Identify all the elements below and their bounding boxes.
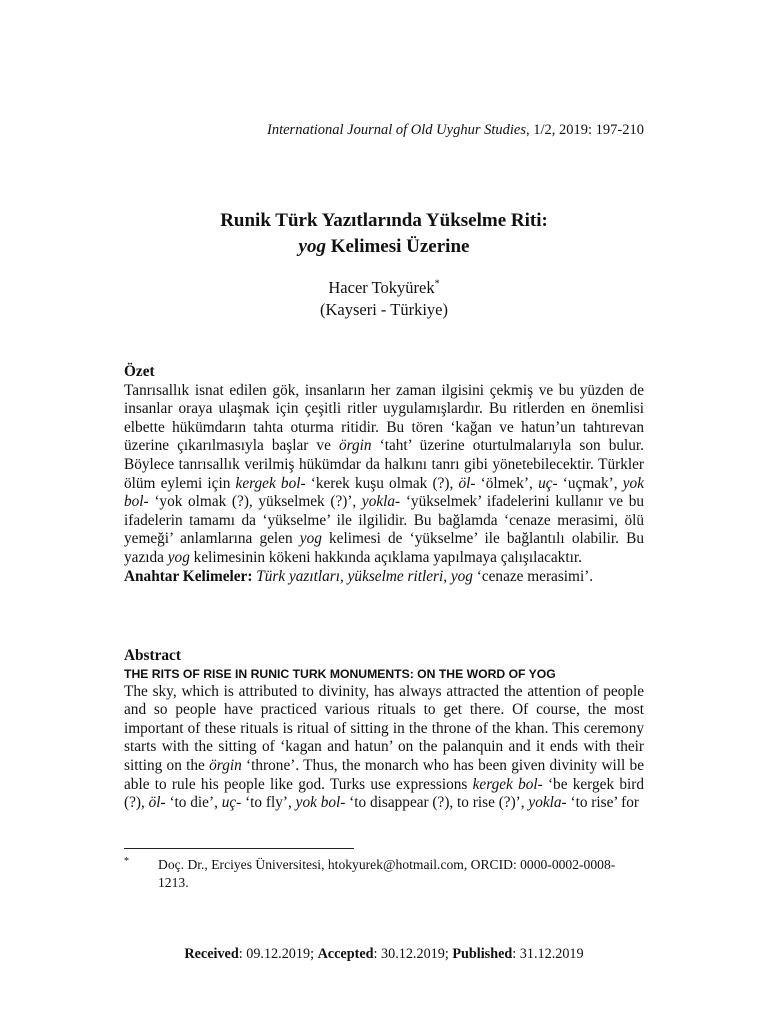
abstract-text: ‘to rise’ for — [566, 794, 640, 812]
abstract-text: The sky, which is attributed to divinity, has always attracted the attention of people and so people have practiced various rituals to get there. Of course, the most important of these rituals is ritual of sitting in the throne of the khan. This ceremony starts with the sitting of ‘kagan and hatun’ on the palanquin and it ends with their sitting on the — [124, 682, 644, 774]
title-italic-word: yog — [298, 236, 326, 257]
footnote-divider — [124, 848, 354, 849]
ozet-term: yog — [167, 548, 190, 566]
abstract-text: ‘be kergek bird (?), — [124, 775, 644, 812]
ozet-text: ‘kerek kuşu olmak (?), — [305, 474, 459, 492]
ozet-text: kelimesinin kökeni hakkında açıklama yapılmaya çalışılacaktır. — [189, 548, 582, 566]
author-block — [0, 277, 768, 321]
article-title — [0, 208, 768, 260]
abstract-text: ‘throne’. Thus, the monarch who has been given divinity will be able to rule his people like god. Turks use expressions — [124, 756, 644, 793]
author-name: Hacer Tokyürek — [328, 278, 435, 297]
footnote-text: Doç. Dr., Erciyes Üniversitesi, htokyurek@hotmail.com, ORCID: 0000-0002-0008-1213. — [158, 857, 616, 890]
ozet-text: ‘yok olmak (?), yükselmek (?)’, — [148, 493, 362, 511]
journal-issue: , 1/2, 2019: 197-210 — [525, 122, 644, 138]
ozet-heading: Özet — [124, 363, 155, 380]
title-line-2-rest: Kelimesi Üzerine — [325, 236, 470, 257]
author-affiliation: (Kayseri - Türkiye) — [320, 300, 448, 319]
footnote-mark: * — [124, 856, 129, 867]
abstract-text: ‘to fly’, — [241, 794, 296, 812]
ozet-text: Tanrısallık isnat edilen gök, insanların her zaman ilgisini çekmiş ve bu yüzden de insanlar oraya ulaşmak için çeşitli ritler uygulamışlardır. Bu ritlerden en önemlisi elbette hükümdarın tahta oturma ritidir. Bu tören ‘kağan ve hatun’un tahtırevan üzerine çıkarılmasıyla başlar ve — [124, 381, 644, 455]
published-date: : 31.12.2019 — [512, 946, 584, 962]
footnote — [124, 856, 644, 892]
abstract-term: öl- — [148, 794, 166, 812]
journal-name: International Journal of Old Uyghur Studies — [267, 122, 526, 138]
title-line-1: Runik Türk Yazıtlarında Yükselme Riti: — [220, 210, 548, 231]
ozet-term: öl- — [458, 474, 476, 492]
ozet-paragraph — [124, 382, 644, 568]
abstract-text: ‘to disappear (?), to rise (?)’, — [345, 794, 529, 812]
ozet-text: kelimesi de ‘yükselme’ ile bağlantılı olabilir. Bu yazıda — [124, 530, 644, 566]
ozet-text: ‘ölmek’, — [475, 474, 539, 492]
ozet-term: kergek bol- — [235, 474, 306, 492]
ozet-text: ‘uçmak’, — [557, 474, 623, 492]
keywords-label: Anahtar Kelimeler: — [124, 567, 253, 585]
ozet-section — [124, 363, 644, 586]
ozet-text: ‘yükselmek’ ifadelerini kullanır ve bu ifadelerin tamamı da ‘yükselme’ ile ilgilidir. Bu bağlamda ‘cenaze merasimi, ölü yemeği’ anlamlarına gelen — [124, 493, 644, 548]
keywords — [124, 568, 644, 587]
ozet-term: yok bol- — [124, 474, 644, 511]
ozet-term: uç- — [538, 474, 558, 492]
journal-reference — [267, 122, 644, 139]
keywords-italic: Türk yazıtları, yükselme ritleri, yog — [252, 567, 473, 585]
abstract-section — [124, 647, 644, 813]
ozet-term: örgin — [338, 437, 372, 455]
abstract-text: ‘to die’, — [165, 794, 222, 812]
publication-dates — [0, 946, 768, 963]
abstract-title: THE RITS OF RISE IN RUNIC TURK MONUMENTS: ON THE WORD OF YOG — [124, 666, 556, 681]
abstract-term: kergek bol- — [472, 775, 543, 793]
received-date: : 09.12.2019; — [238, 946, 318, 962]
abstract-paragraph — [124, 683, 644, 813]
accepted-label: Accepted — [317, 946, 374, 962]
keywords-rest: ‘cenaze merasimi’. — [472, 567, 594, 585]
received-label: Received — [184, 946, 239, 962]
published-label: Published — [452, 946, 513, 962]
abstract-term: yok bol- — [295, 794, 346, 812]
abstract-term: örgin — [209, 756, 242, 774]
ozet-term: yokla- — [361, 493, 401, 511]
ozet-text: ‘taht’ üzerine oturtulmalarıyla son bulur. Böylece tanrısallık verilmiş hükümdar da halkını tanrı gibi yönetebilecektir. Türkler ölüm eylemi için — [124, 437, 644, 492]
abstract-heading: Abstract — [124, 647, 181, 664]
accepted-date: : 30.12.2019; — [373, 946, 453, 962]
ozet-term: yog — [299, 530, 322, 548]
abstract-term: yokla- — [528, 794, 567, 812]
title-line-2 — [0, 234, 768, 260]
abstract-term: uç- — [221, 794, 242, 812]
author-footnote-mark: * — [434, 278, 440, 290]
author-name-line — [0, 277, 768, 299]
